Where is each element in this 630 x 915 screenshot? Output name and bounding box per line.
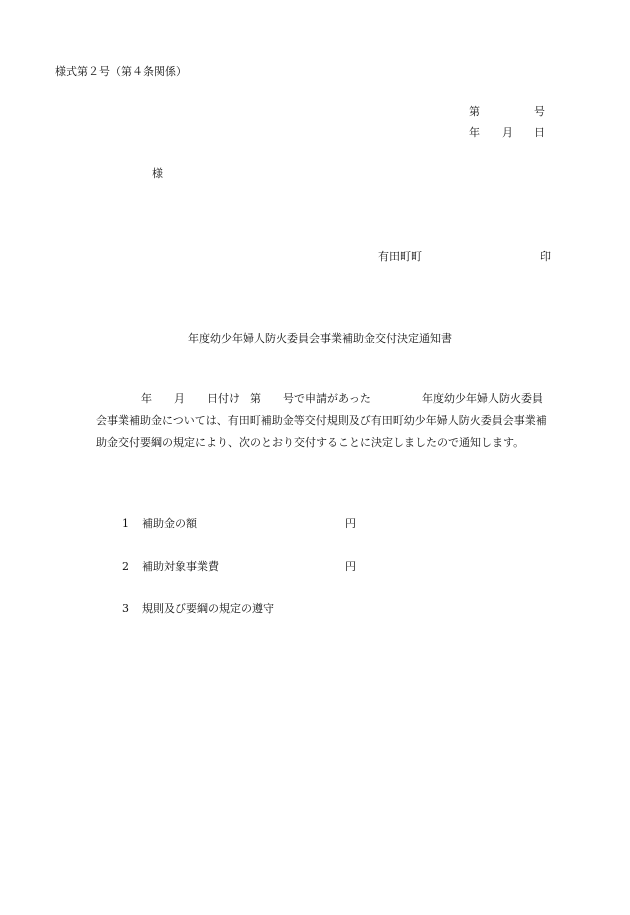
seal-mark: 印 [540,250,551,263]
date-month-label: 月 [502,126,513,139]
body-month-label: 月 [174,392,185,405]
body-line-2: 会事業補助金については、有田町補助金等交付規則及び有田町幼少年婦人防火委員会事業補 [96,414,547,427]
list-item-unit: 円 [345,517,356,530]
body-dated-label: 日付け [207,392,240,405]
body-fiscal-year-text: 年度幼少年婦人防火委員 [422,392,543,405]
date-day-label: 日 [534,126,545,139]
body-year-label: 年 [141,392,152,405]
document-title: 年度幼少年婦人防火委員会事業補助金交付決定通知書 [188,332,452,345]
document-number-suffix: 号 [534,105,545,118]
list-item-number: 1 [122,517,129,530]
document-number-prefix: 第 [469,105,480,118]
issuer-name: 有田町町 [378,250,422,263]
form-label: 様式第２号（第４条関係） [55,65,187,78]
list-item-number: 2 [122,560,129,573]
list-item-label: 規則及び要綱の規定の遵守 [142,602,274,615]
body-line-3: 助金交付要綱の規定により、次のとおり交付することに決定しましたので通知します。 [96,436,525,449]
addressee-honorific: 様 [152,167,163,180]
list-item-unit: 円 [345,560,356,573]
body-number-prefix: 第 [250,392,261,405]
list-item-label: 補助金の額 [142,517,197,530]
list-item-label: 補助対象事業費 [142,560,219,573]
list-item-number: 3 [122,602,129,615]
body-applied-text: 号で申請があった [283,392,371,405]
date-year-label: 年 [469,126,480,139]
